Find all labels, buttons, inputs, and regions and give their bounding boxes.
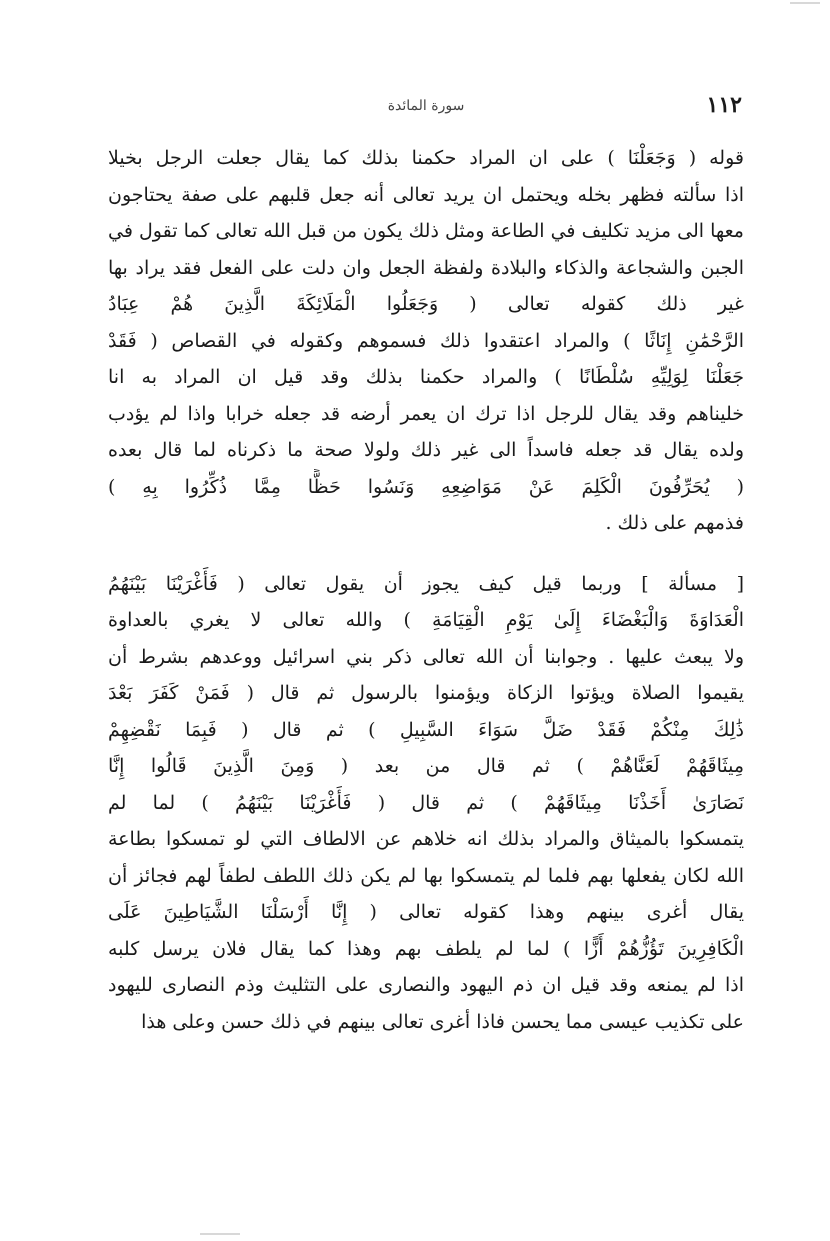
scan-speck bbox=[790, 2, 820, 4]
text-line: فذمهم على ذلك . bbox=[605, 512, 744, 534]
text-line: مِيثَاقَهُمْ لَعَنَّاهُمْ ) ثم قال من بعد ( وَمِنَ الَّذِينَ قَالُوا إِنَّا bbox=[108, 755, 744, 777]
text-line: قوله ( وَجَعَلْنَا ) على ان المراد حكمنا بذلك كما يقال جعلت الرجل بخيلا bbox=[108, 147, 744, 169]
text-line: [ مسألة ] وربما قيل كيف يجوز أن يقول تعالى ( فَأَغْرَيْنَا بَيْنَهُمُ bbox=[108, 572, 744, 595]
text-line: جَعَلْنَا لِوَلِيِّهِ سُلْطَانًا ) والمراد حكمنا بذلك وقد قيل ان المراد به انا bbox=[108, 366, 744, 388]
running-head: سورة المائدة bbox=[387, 98, 465, 114]
text-line: يقيموا الصلاة ويؤتوا الزكاة ويؤمنوا بالرسول ثم قال ( فَمَنْ كَفَرَ بَعْدَ bbox=[108, 682, 744, 704]
text-line: اذا سألته فظهر بخله ويحتمل ان يريد تعالى أنه جعل قلبهم على صفة يحتاجون bbox=[108, 183, 744, 206]
page-header bbox=[110, 92, 742, 122]
scan-speck bbox=[200, 1233, 240, 1235]
paragraph-gap bbox=[108, 542, 744, 566]
text-line: يقال أغرى بينهم وهذا كقوله تعالى ( إِنَّا أَرْسَلْنَا الشَّيَاطِينَ عَلَى bbox=[108, 901, 744, 923]
body-text bbox=[108, 140, 744, 1040]
page-number: ١١٢ bbox=[706, 92, 742, 118]
text-line: ( يُحَرِّفُونَ الْكَلِمَ عَنْ مَوَاضِعِهِ وَنَسُوا حَظًّا مِمَّا ذُكِّرُوا بِهِ ) bbox=[108, 475, 744, 498]
text-line: الْعَدَاوَةَ وَالْبَغْضَاءَ إِلَىٰ يَوْمِ الْقِيَامَةِ ) والله تعالى لا يغري بالعداوة bbox=[108, 609, 744, 631]
text-line: الرَّحْمَٰنِ إِنَاثًا ) والمراد اعتقدوا ذلك فسموهم وكقوله في القصاص ( فَقَدْ bbox=[108, 329, 744, 352]
text-line: الله لكان يفعلها بهم فلما لم يتمسكوا بها لم يكن ذلك اللطف لطفاً لهم فجائز أن bbox=[108, 864, 744, 887]
text-line: اذا لم يمنعه وقد قيل ان ذم اليهود والنصارى على التثليث وذم النصارى لليهود bbox=[108, 974, 744, 996]
text-line: معها الى مزيد تكليف في الطاعة ومثل ذلك يكون من قبل الله تعالى كما تقول في bbox=[108, 220, 744, 242]
text-line: غير ذلك كقوله تعالى ( وَجَعَلُوا الْمَلَائِكَةَ الَّذِينَ هُمْ عِبَادُ bbox=[108, 293, 744, 315]
text-line: ولده يقال قد جعله فاسداً الى غير ذلك ولولا صحة ما ذكرناه لما قال بعده bbox=[108, 439, 744, 461]
text-line: على تكذيب عيسى مما يحسن فاذا أغرى تعالى بينهم في ذلك حسن وعلى هذا bbox=[141, 1010, 744, 1033]
text-line: الجبن والشجاعة والذكاء والبلادة ولفظة الجعل وان دلت على الفعل فقد يراد بها bbox=[108, 256, 744, 279]
text-line: ذَٰلِكَ مِنْكُمْ فَقَدْ ضَلَّ سَوَاءَ السَّبِيلِ ) ثم قال ( فَبِمَا نَقْضِهِمْ bbox=[108, 718, 744, 741]
paragraph-2 bbox=[108, 566, 744, 1041]
text-line: خليناهم وقد يقال للرجل اذا ترك ان يعمر أرضه قد جعله خرابا واذا لم يؤدب bbox=[108, 402, 744, 425]
text-line: يتمسكوا بالميثاق والمراد بذلك انه خلاهم عن الالطاف التي لو تمسكوا بطاعة bbox=[108, 828, 744, 850]
text-line: الْكَافِرِينَ تَؤُزُّهُمْ أَزًّا ) لما لم يلطف بهم وهذا كما يقال فلان يرسل كلبه bbox=[108, 937, 744, 960]
paragraph-1 bbox=[108, 140, 744, 542]
text-line: نَصَارَىٰ أَخَذْنَا مِيثَاقَهُمْ ) ثم قال ( فَأَغْرَيْنَا بَيْنَهُمُ ) لما لم bbox=[108, 791, 744, 814]
text-line: ولا يبعث عليها . وجوابنا أن الله تعالى ذكر بني اسرائيل ووعدهم بشرط أن bbox=[108, 645, 744, 668]
